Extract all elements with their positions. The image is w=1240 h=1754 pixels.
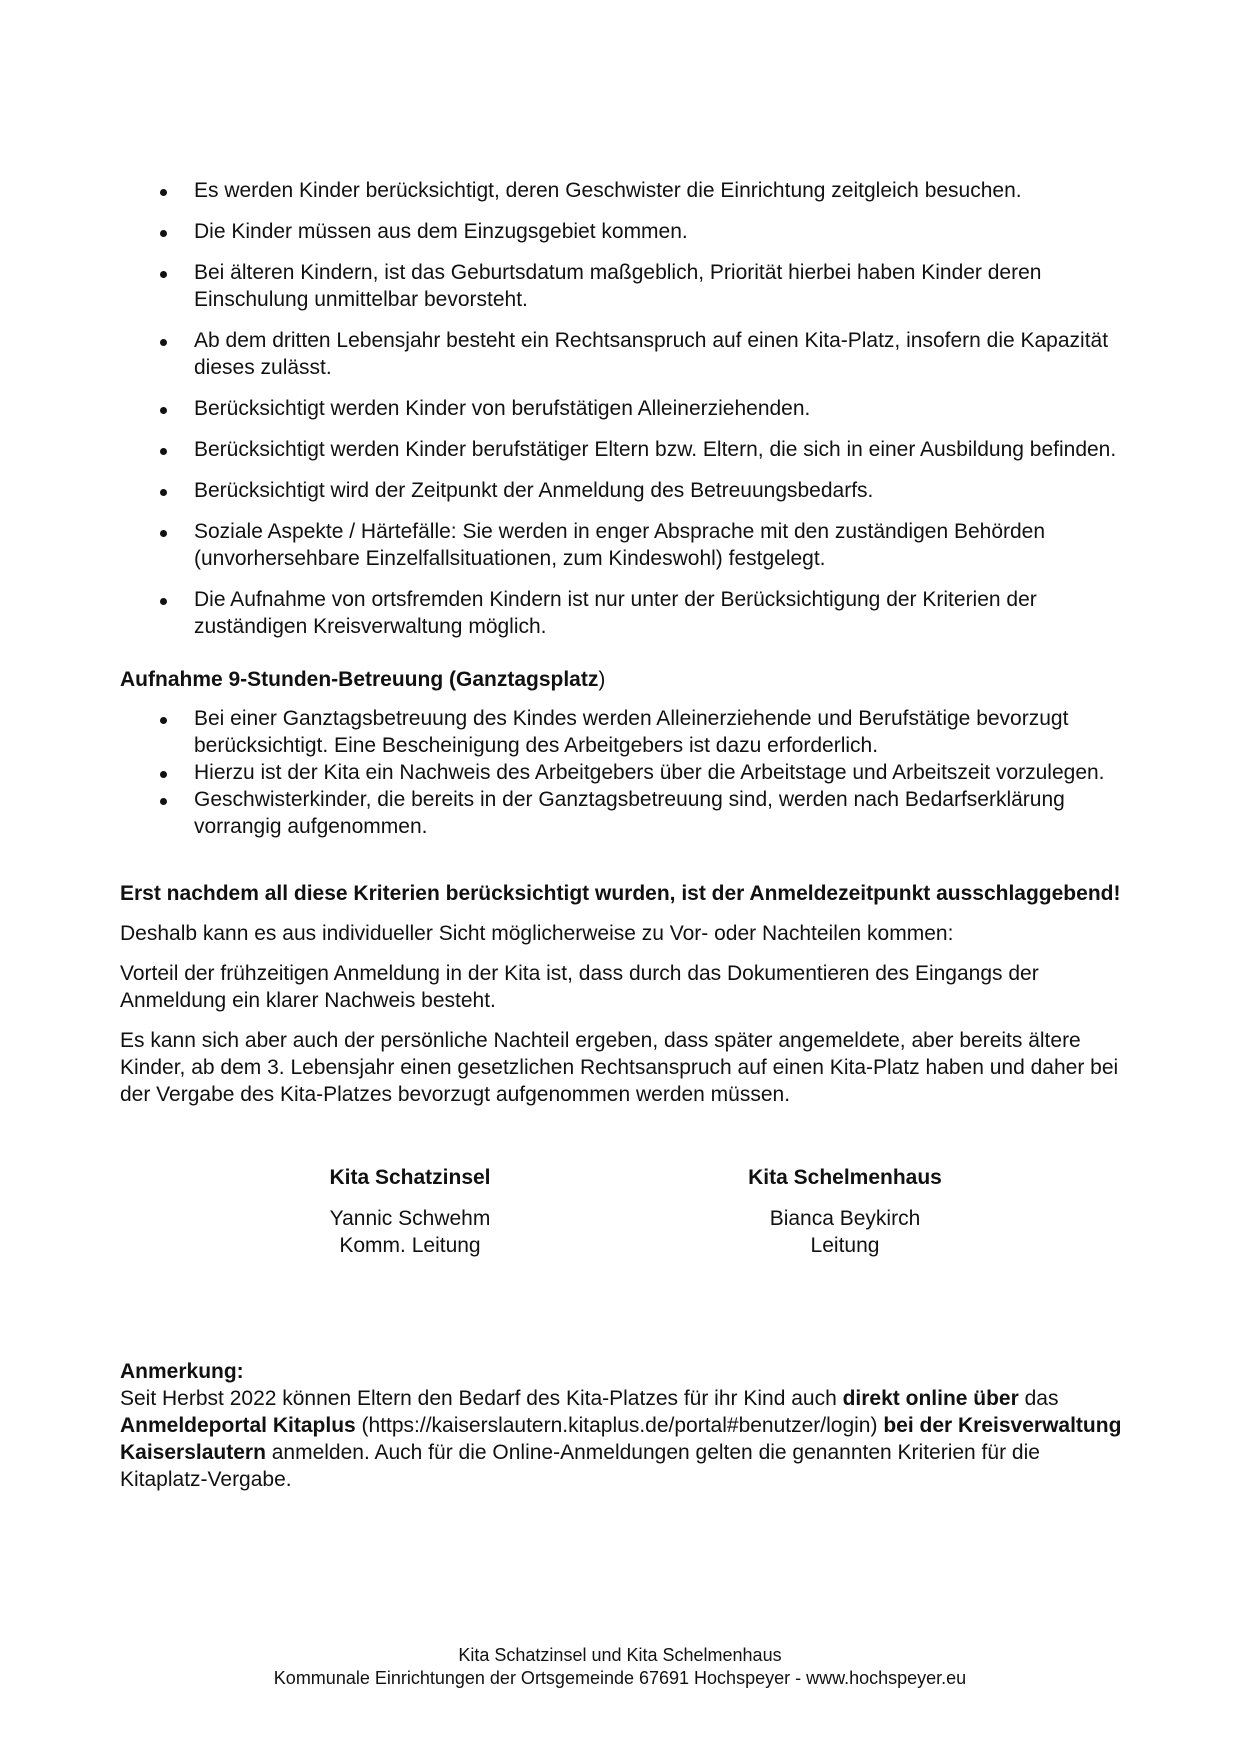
criteria-item [120, 327, 1130, 381]
criteria-text: Berücksichtigt werden Kinder berufstätiger Eltern bzw. Eltern, die sich in einer Ausbildung befinden. [194, 438, 1117, 461]
note-title: Anmerkung: [120, 1360, 244, 1383]
note-bold-1: direkt online über [842, 1387, 1019, 1410]
bullet-icon [160, 448, 167, 455]
note-text-4: anmelden. Auch für die Online-Anmeldungen gelten die genannten Kriterien für die Kitaplatz-Vergabe. [120, 1441, 1040, 1491]
bullet-icon [160, 598, 167, 605]
criteria-list [120, 177, 1130, 640]
footer-line-2: Kommunale Einrichtungen der Ortsgemeinde 67691 Hochspeyer - www.hochspeyer.eu [273, 1668, 967, 1688]
criteria-text: Soziale Aspekte / Härtefälle: Sie werden in enger Absprache mit den zuständigen Behörden (unvorhersehbare Einzelfallsituationen, zum Kindeswohl) festgelegt. [194, 520, 1046, 570]
criteria-text: Ab dem dritten Lebensjahr besteht ein Rechtsanspruch auf einen Kita-Platz, insofern die Kapazität dieses zulässt. [194, 329, 1109, 379]
bullet-icon [160, 230, 167, 237]
ganztags-item [120, 759, 1130, 786]
bullet-icon [160, 798, 167, 805]
criteria-text: Die Aufnahme von ortsfremden Kindern ist nur unter der Berücksichtigung der Kriterien der zuständigen Kreisverwaltung möglich. [194, 588, 1037, 638]
ganztags-text: Bei einer Ganztagsbetreuung des Kindes werden Alleinerziehende und Berufstätige bevorzugt berücksichtigt. Eine Bescheinigung des Arbeitgebers ist dazu erforderlich. [194, 707, 1069, 757]
criteria-text: Es werden Kinder berücksichtigt, deren Geschwister die Einrichtung zeitgleich besuchen. [194, 179, 1022, 202]
note-text-2: das [1018, 1387, 1059, 1410]
ganztags-heading [120, 666, 1130, 693]
criteria-text: Berücksichtigt wird der Zeitpunkt der Anmeldung des Betreuungsbedarfs. [194, 479, 874, 502]
ganztags-text: Geschwisterkinder, die bereits in der Ganztagsbetreuung sind, werden nach Bedarfserklärung vorrangig aufgenommen. [194, 788, 1065, 838]
signature-block [120, 1164, 1130, 1284]
criteria-item [120, 477, 1130, 504]
bullet-icon [160, 771, 167, 778]
ganztags-list [120, 705, 1130, 840]
note-bold-3: bei der Kreisverwaltung Kaiserslautern [120, 1414, 1122, 1464]
conclusion-paragraph-3: Es kann sich aber auch der persönliche Nachteil ergeben, dass später angemeldete, aber bereits ältere Kinder, ab dem 3. Lebensjahr einen gesetzlichen Rechtsanspruch auf einen Kita-Platz haben und daher bei der Vergabe des Kita-Platzes bevorzugt aufgenommen werden müssen. [120, 1029, 1119, 1106]
page-footer [0, 1644, 1240, 1690]
conclusion-paragraph-1: Deshalb kann es aus individueller Sicht möglicherweise zu Vor- oder Nachteilen kommen: [120, 922, 954, 945]
note-bold-2: Anmeldeportal Kitaplus [120, 1414, 356, 1437]
criteria-item [120, 259, 1130, 313]
signature-right-role: Leitung [810, 1234, 880, 1257]
signature-right-title: Kita Schelmenhaus [748, 1166, 942, 1189]
signature-left [270, 1164, 550, 1259]
note-section [120, 1358, 1130, 1493]
criteria-item [120, 436, 1130, 463]
bullet-icon [160, 271, 167, 278]
signature-left-role: Komm. Leitung [339, 1234, 481, 1257]
ganztags-heading-paren: ) [598, 668, 606, 691]
criteria-text: Die Kinder müssen aus dem Einzugsgebiet kommen. [194, 220, 688, 243]
bullet-icon [160, 339, 167, 346]
bullet-icon [160, 407, 167, 414]
conclusion-bold: Erst nachdem all diese Kriterien berücksichtigt wurden, ist der Anmeldezeitpunkt ausschlaggebend! [120, 882, 1121, 905]
criteria-item [120, 586, 1130, 640]
conclusion-paragraph-2: Vorteil der frühzeitigen Anmeldung in der Kita ist, dass durch das Dokumentieren des Eingangs der Anmeldung ein klarer Nachweis besteht. [120, 962, 1039, 1012]
signature-right-name: Bianca Beykirch [769, 1207, 921, 1230]
criteria-item [120, 518, 1130, 572]
document-body [120, 177, 1130, 1493]
ganztags-heading-text: Aufnahme 9-Stunden-Betreuung (Ganztagsplatz [120, 668, 599, 691]
signature-right [705, 1164, 985, 1259]
signature-left-title: Kita Schatzinsel [329, 1166, 491, 1189]
note-text-1: Seit Herbst 2022 können Eltern den Bedarf des Kita-Platzes für ihr Kind auch [120, 1387, 843, 1410]
footer-line-1: Kita Schatzinsel und Kita Schelmenhaus [458, 1645, 782, 1665]
bullet-icon [160, 189, 167, 196]
criteria-item [120, 395, 1130, 422]
criteria-text: Berücksichtigt werden Kinder von berufstätigen Alleinerziehenden. [194, 397, 811, 420]
ganztags-item [120, 705, 1130, 759]
criteria-item [120, 218, 1130, 245]
criteria-text: Bei älteren Kindern, ist das Geburtsdatum maßgeblich, Priorität hierbei haben Kinder deren Einschulung unmittelbar bevorsteht. [194, 261, 1042, 311]
note-text-3: (https://kaiserslautern.kitaplus.de/portal#benutzer/login) [355, 1414, 884, 1437]
bullet-icon [160, 530, 167, 537]
bullet-icon [160, 489, 167, 496]
bullet-icon [160, 717, 167, 724]
ganztags-text: Hierzu ist der Kita ein Nachweis des Arbeitgebers über die Arbeitstage und Arbeitszeit vorzulegen. [194, 761, 1105, 784]
signature-left-name: Yannic Schwehm [329, 1207, 491, 1230]
ganztags-item [120, 786, 1130, 840]
criteria-item [120, 177, 1130, 204]
